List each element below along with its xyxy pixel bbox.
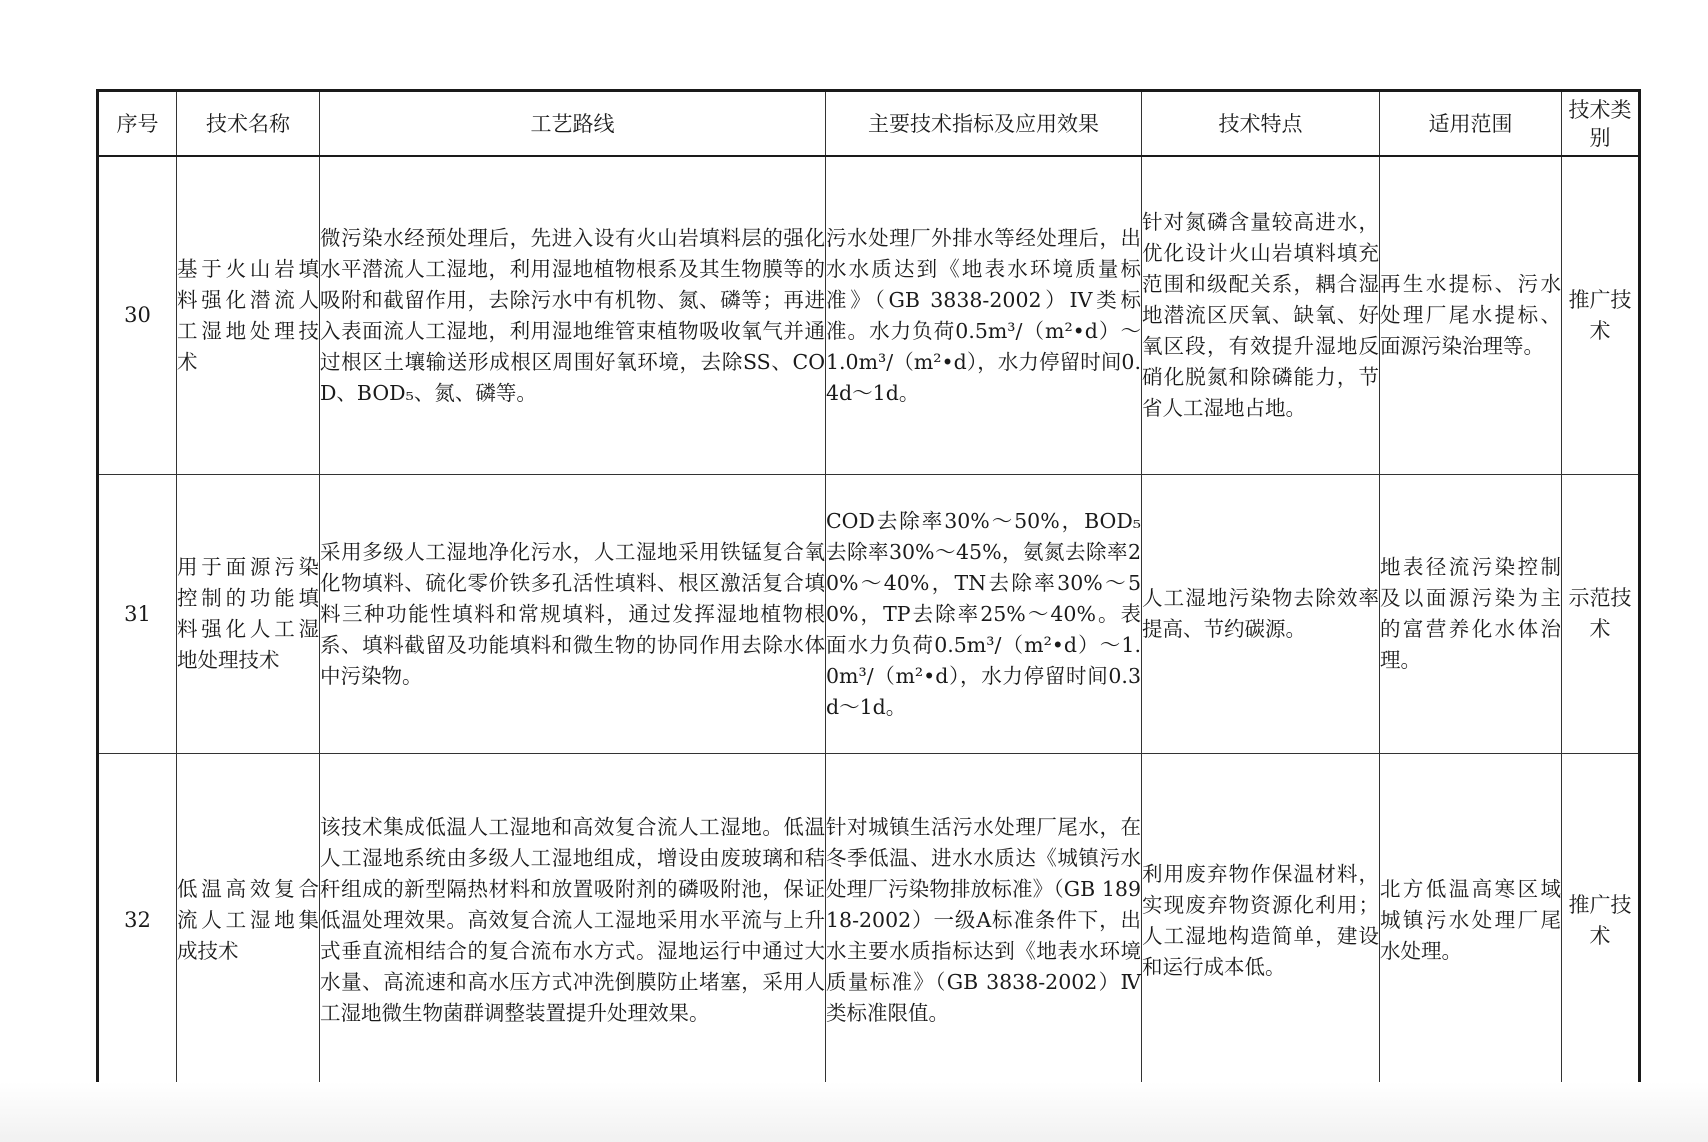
page-bottom-shadow xyxy=(0,1082,1708,1142)
header-tech-name: 技术名称 xyxy=(177,91,320,157)
features: 人工湿地污染物去除效率提高、节约碳源。 xyxy=(1142,475,1380,754)
process-route: 采用多级人工湿地净化污水，人工湿地采用铁锰复合氧化物填料、硫化零价铁多孔活性填料、根区激活复合填料三种功能性填料和常规填料，通过发挥湿地植物根系、填料截留及功能填料和微生物的协同作用去除水体中污染物。 xyxy=(320,475,826,754)
table-row xyxy=(98,475,1640,754)
header-number: 序号 xyxy=(98,91,177,157)
scope: 北方低温高寒区域城镇污水处理厂尾水处理。 xyxy=(1380,754,1562,1089)
row-number: 31 xyxy=(98,475,177,754)
features: 针对氮磷含量较高进水，优化设计火山岩填料填充范围和级配关系，耦合湿地潜流区厌氧、缺氧、好氧区段，有效提升湿地反硝化脱氮和除磷能力，节省人工湿地占地。 xyxy=(1142,156,1380,475)
header-scope: 适用范围 xyxy=(1380,91,1562,157)
header-process-route: 工艺路线 xyxy=(320,91,826,157)
process-route: 该技术集成低温人工湿地和高效复合流人工湿地。低温人工湿地系统由多级人工湿地组成，增设由废玻璃和秸秆组成的新型隔热材料和放置吸附剂的磷吸附池，保证低温处理效果。高效复合流人工湿地采用水平流与上升式垂直流相结合的复合流布水方式。湿地运行中通过大水量、高流速和高水压方式冲洗倒膜防止堵塞，采用人工湿地微生物菌群调整装置提升处理效果。 xyxy=(320,754,826,1089)
row-number: 32 xyxy=(98,754,177,1089)
technology-table xyxy=(96,89,1641,1090)
header-category: 技术类别 xyxy=(1562,91,1640,157)
row-number: 30 xyxy=(98,156,177,475)
features: 利用废弃物作保温材料，实现废弃物资源化利用；人工湿地构造简单，建设和运行成本低。 xyxy=(1142,754,1380,1089)
process-route: 微污染水经预处理后，先进入设有火山岩填料层的强化水平潜流人工湿地，利用湿地植物根系及其生物膜等的吸附和截留作用，去除污水中有机物、氮、磷等；再进入表面流人工湿地，利用湿地维管束植物吸收氧气并通过根区土壤输送形成根区周围好氧环境，去除SS、COD、BOD₅、氮、磷等。 xyxy=(320,156,826,475)
table-row xyxy=(98,156,1640,475)
category: 示范技术 xyxy=(1562,475,1640,754)
indicators: COD去除率30%～50%，BOD₅去除率30%～45%，氨氮去除率20%～40%，TN去除率30%～50%，TP去除率25%～40%。表面水力负荷0.5m³/（m²•d）～1.0m³/（m²•d），水力停留时间0.3d～1d。 xyxy=(826,475,1142,754)
tech-name: 低温高效复合流人工湿地集成技术 xyxy=(177,754,320,1089)
tech-name: 基于火山岩填料强化潜流人工湿地处理技术 xyxy=(177,156,320,475)
header-indicators: 主要技术指标及应用效果 xyxy=(826,91,1142,157)
scope: 再生水提标、污水处理厂尾水提标、面源污染治理等。 xyxy=(1380,156,1562,475)
scope: 地表径流污染控制及以面源污染为主的富营养化水体治理。 xyxy=(1380,475,1562,754)
category: 推广技术 xyxy=(1562,156,1640,475)
header-features: 技术特点 xyxy=(1142,91,1380,157)
indicators: 针对城镇生活污水处理厂尾水，在冬季低温、进水水质达《城镇污水处理厂污染物排放标准》（GB 18918-2002）一级A标准条件下，出水主要水质指标达到《地表水环境质量标准》（GB 3838-2002）Ⅳ类标准限值。 xyxy=(826,754,1142,1089)
header-row xyxy=(98,91,1640,157)
category: 推广技术 xyxy=(1562,754,1640,1089)
indicators: 污水处理厂外排水等经处理后，出水水质达到《地表水环境质量标准》（GB 3838-2002）IV类标准。水力负荷0.5m³/（m²•d）～1.0m³/（m²•d），水力停留时间0.4d～1d。 xyxy=(826,156,1142,475)
table-row xyxy=(98,754,1640,1089)
tech-name: 用于面源污染控制的功能填料强化人工湿地处理技术 xyxy=(177,475,320,754)
